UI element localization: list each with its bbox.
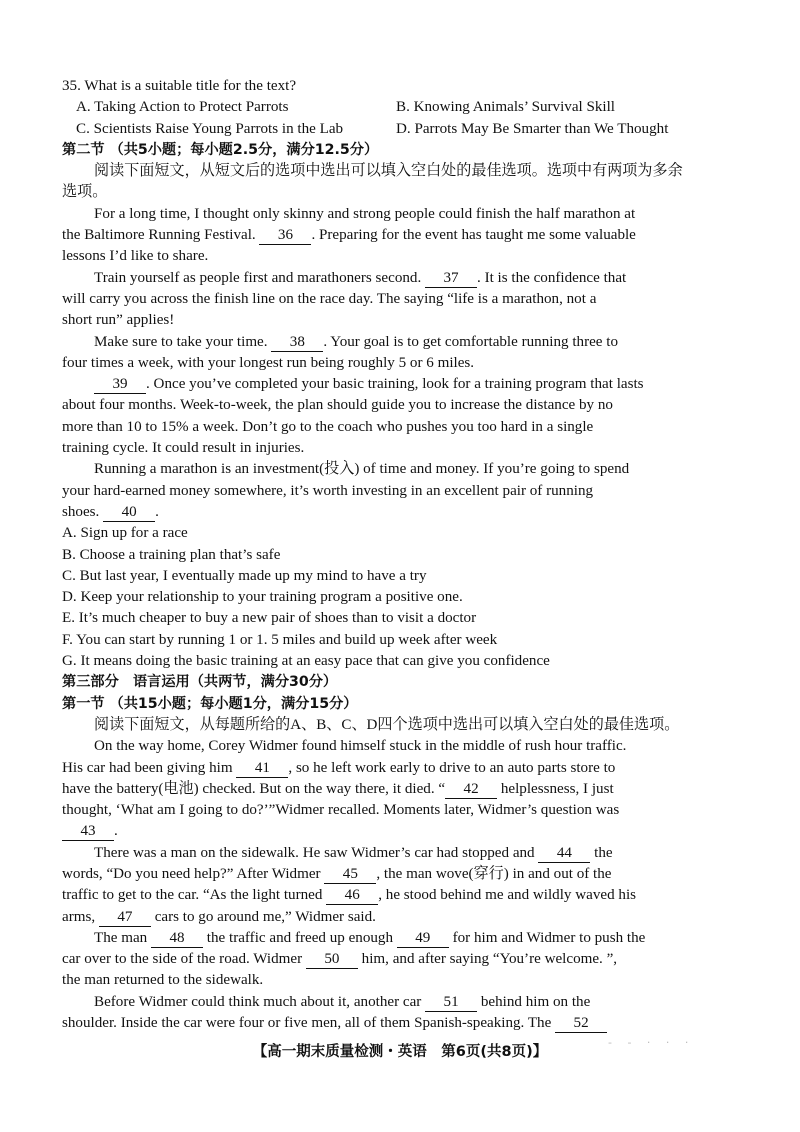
c-p1-line-2 (62, 758, 712, 779)
p2-line-1 (62, 268, 712, 289)
c-p1-line-1: On the way home, Corey Widmer found himself stuck in the middle of rush hour traffic. (94, 738, 627, 755)
choice-b: B. Choose a training plan that’s safe (62, 546, 281, 563)
c-p2-line-1-text-b: the (594, 844, 613, 861)
p1-line-1: For a long time, I thought only skinny and strong people could finish the half marathon at (94, 205, 636, 222)
p4-line-4: training cycle. It could result in injuries. (62, 440, 305, 457)
p5-line-2: your hard-earned money somewhere, it’s worth investing in an excellent pair of running (62, 482, 594, 499)
blank-47: 47 (99, 908, 151, 927)
c-p2-line-1-text-a: There was a man on the sidewalk. He saw Widmer’s car had stopped and (94, 844, 535, 861)
c-p2-line-3 (62, 885, 712, 906)
p2-line-1-text-b: . It is the confidence that (477, 269, 627, 286)
c-p1-line-3 (62, 779, 712, 800)
c-p3-line-1-text-c: for him and Widmer to push the (452, 929, 646, 946)
blank-45: 45 (324, 865, 376, 884)
p5-line-3-text-a: shoes. (62, 503, 100, 520)
choice-c: C. But last year, I eventually made up my mind to have a try (62, 567, 427, 584)
c-p3-line-1-text-a: The man (94, 929, 148, 946)
p3-line-1-text-a: Make sure to take your time. (94, 333, 268, 350)
blank-51: 51 (425, 993, 477, 1012)
q35-option-a: A. Taking Action to Protect Parrots (76, 99, 289, 116)
c-p2-line-2 (62, 864, 712, 885)
blank-43: 43 (62, 822, 114, 841)
p2-line-3: short run” applies! (62, 312, 175, 329)
c-p2-line-2-text-a: words, “Do you need help?” After Widmer (62, 865, 321, 882)
c-p4-line-1-text-b: behind him on the (480, 993, 591, 1010)
q35-option-c: C. Scientists Raise Young Parrots in the Lab (76, 120, 344, 137)
p4-line-1-text-b: . Once you’ve completed your basic training, look for a training program that lasts (146, 376, 644, 393)
c-p3-line-1 (62, 928, 712, 949)
choice-f: F. You can start by running 1 or 1. 5 miles and build up week after week (62, 631, 498, 648)
p4-line-1 (62, 374, 712, 395)
p1-line-2-text-b: . Preparing for the event has taught me some valuable (311, 227, 636, 244)
c-p4-line-2-text-a: shoulder. Inside the car were four or five men, all of them Spanish-speaking. The (62, 1015, 552, 1032)
c-p4-line-1 (62, 992, 712, 1013)
page-footer: 【高一期末质量检测・英语 第6页(共8页)】 (252, 1044, 548, 1060)
blank-49: 49 (397, 929, 449, 948)
p4-line-2: about four months. Week-to-week, the plan should guide you to increase the distance by no (62, 397, 613, 414)
c-p2-line-4-text-a: arms, (62, 908, 96, 925)
c-p1-line-5 (62, 821, 712, 842)
p1-line-2 (62, 225, 712, 246)
p3-line-1-text-b: . Your goal is to get comfortable running three to (323, 333, 619, 350)
c-p1-line-5-text-b: . (114, 823, 118, 840)
q35-option-d: D. Parrots May Be Smarter than We Thought (396, 120, 669, 137)
p1-line-2-text-a: the Baltimore Running Festival. (62, 227, 256, 244)
p5-line-3 (62, 502, 712, 523)
page-content (62, 76, 712, 1034)
part3-instruction: 阅读下面短文，从每题所给的A、B、C、D四个选项中选出可以填入空白处的最佳选项。 (94, 716, 680, 733)
q35-option-b: B. Knowing Animals’ Survival Skill (396, 99, 616, 116)
choice-g: G. It means doing the basic training at an easy pace that can give you confidence (62, 653, 550, 670)
c-p1-line-4: thought, ‘What am I going to do?’”Widmer recalled. Moments later, Widmer’s question was (62, 802, 620, 819)
p4-line-3: more than 10 to 15% a week. Don’t go to the coach who pushes you too hard in a single (62, 418, 594, 435)
blank-44: 44 (538, 844, 590, 863)
c-p2-line-1 (62, 843, 712, 864)
blank-46: 46 (326, 886, 378, 905)
c-p3-line-2-text-b: him, and after saying “You’re welcome. ”, (361, 951, 618, 968)
q35-options-row-1 (62, 97, 712, 118)
p3-line-2: four times a week, with your longest run being roughly 5 or 6 miles. (62, 354, 475, 371)
choice-e: E. It’s much cheaper to buy a new pair of shoes than to visit a doctor (62, 610, 477, 627)
part3-sub-heading: 第一节 （共15小题；每小题1分，满分15分） (62, 695, 358, 712)
section2-instruction-2: 选项。 (62, 184, 108, 201)
blank-41: 41 (236, 759, 288, 778)
p2-line-2: will carry you across the finish line on the race day. The saying “life is a marathon, not a (62, 290, 597, 307)
choice-a: A. Sign up for a race (62, 525, 188, 542)
blank-50: 50 (306, 950, 358, 969)
blank-42: 42 (445, 780, 497, 799)
blank-40: 40 (103, 503, 155, 522)
blank-38: 38 (271, 333, 323, 352)
blank-37: 37 (425, 269, 477, 288)
c-p1-line-2-text-b: , so he left work early to drive to an auto parts store to (288, 759, 616, 776)
c-p3-line-2 (62, 949, 712, 970)
p2-line-1-text-a: Train yourself as people first and marathoners second. (94, 269, 422, 286)
blank-39: 39 (94, 375, 146, 394)
c-p2-line-4-text-b: cars to go around me,” Widmer said. (154, 908, 376, 925)
section2-heading: 第二节 （共5小题；每小题2.5分，满分12.5分） (62, 141, 379, 158)
c-p2-line-3-text-a: traffic to get to the car. “As the light turned (62, 887, 323, 904)
c-p3-line-2-text-a: car over to the side of the road. Widmer (62, 951, 303, 968)
c-p2-line-4 (62, 907, 712, 928)
p3-line-1 (62, 332, 712, 353)
p1-line-3: lessons I’d like to share. (62, 248, 209, 265)
c-p3-line-1-text-b: the traffic and freed up enough (206, 929, 394, 946)
blank-48: 48 (151, 929, 203, 948)
q35-options-row-2 (62, 119, 712, 140)
c-p3-line-3: the man returned to the sidewalk. (62, 972, 264, 989)
c-p1-line-2-text-a: His car had been giving him (62, 759, 233, 776)
scan-artifact: - - · · · (608, 1036, 695, 1049)
p5-line-3-text-b: . (155, 503, 159, 520)
choice-d: D. Keep your relationship to your training program a positive one. (62, 589, 463, 606)
c-p4-line-1-text-a: Before Widmer could think much about it, another car (94, 993, 422, 1010)
p5-line-1: Running a marathon is an investment(投入) of time and money. If you’re going to spend (94, 461, 630, 478)
blank-52: 52 (555, 1014, 607, 1033)
c-p2-line-2-text-b: , the man wove(穿行) in and out of the (376, 865, 612, 882)
c-p1-line-3-text-a: have the battery(电池) checked. But on the way there, it died. “ (62, 780, 446, 797)
c-p4-line-2 (62, 1013, 712, 1034)
blank-36: 36 (259, 226, 311, 245)
c-p1-line-3-text-b: helplessness, I just (500, 780, 614, 797)
part3-heading: 第三部分 语言运用（共两节，满分30分） (62, 674, 338, 691)
q35-stem: 35. What is a suitable title for the text? (62, 78, 297, 94)
section2-instruction-1: 阅读下面短文，从短文后的选项中选出可以填入空白处的最佳选项。选项中有两项为多余 (94, 163, 683, 180)
c-p2-line-3-text-b: , he stood behind me and wildly waved his (378, 887, 637, 904)
